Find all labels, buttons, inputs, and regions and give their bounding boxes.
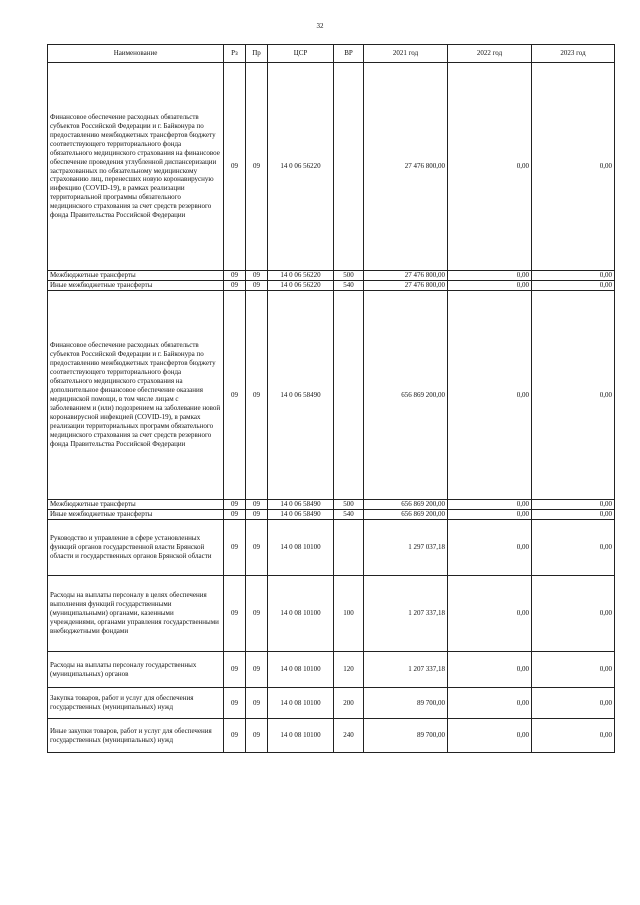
table-header-row <box>48 45 615 63</box>
row-rz: 09 <box>224 291 246 500</box>
row-2021: 656 869 200,00 <box>364 500 448 510</box>
row-vr: 500 <box>334 500 364 510</box>
header-vr: ВР <box>334 45 364 63</box>
row-rz: 09 <box>224 688 246 719</box>
row-2023: 0,00 <box>532 688 615 719</box>
table-row <box>48 510 615 520</box>
header-csr: ЦСР <box>268 45 334 63</box>
row-name: Финансовое обеспечение расходных обязательств субъектов Российской Федерации и г. Байконура по предоставлению межбюджетных трансфертов бюджету соответствующего территориального фонда обязательного медицинского страхования на финансовое обеспечение проведения углубленной диспансеризации застрахованных по обязательному медицинскому страхованию лиц, перенесших новую коронавирусную инфекцию (COVID-19), в рамках реализации территориальной программы обязательного медицинского страхования за счет средств резервного фонда Правительства Российской Федерации <box>48 63 224 271</box>
row-2021: 89 700,00 <box>364 719 448 753</box>
row-vr: 240 <box>334 719 364 753</box>
row-pr: 09 <box>246 576 268 652</box>
row-csr: 14 0 06 58490 <box>268 510 334 520</box>
row-name: Руководство и управление в сфере установленных функций органов государственной власти Брянской области и государственных органов Брянской области <box>48 520 224 576</box>
row-2021: 656 869 200,00 <box>364 291 448 500</box>
row-2023: 0,00 <box>532 500 615 510</box>
row-vr <box>334 291 364 500</box>
table-row <box>48 281 615 291</box>
row-vr: 200 <box>334 688 364 719</box>
table-row <box>48 576 615 652</box>
table-row <box>48 688 615 719</box>
table-row <box>48 719 615 753</box>
row-pr: 09 <box>246 652 268 688</box>
row-pr: 09 <box>246 291 268 500</box>
row-name: Финансовое обеспечение расходных обязательств субъектов Российской Федерации и г. Байконура по предоставлению межбюджетных трансфертов бюджету соответствующего территориального фонда обязательного медицинского страхования на дополнительное финансовое обеспечение оказания медицинской помощи, в том числе лицам с заболеванием и (или) подозрением на заболевание новой коронавирусной инфекцией (COVID-19), в рамках реализации территориальных программ обязательного медицинского страхования за счет средств резервного фонда Правительства Российской Федерации <box>48 291 224 500</box>
row-rz: 09 <box>224 719 246 753</box>
row-name: Межбюджетные трансферты <box>48 500 224 510</box>
row-2022: 0,00 <box>448 63 532 271</box>
row-rz: 09 <box>224 652 246 688</box>
row-vr: 540 <box>334 281 364 291</box>
header-rz: Рз <box>224 45 246 63</box>
table-row <box>48 63 615 271</box>
row-2021: 27 476 800,00 <box>364 63 448 271</box>
row-pr: 09 <box>246 500 268 510</box>
header-2022: 2022 год <box>448 45 532 63</box>
row-csr: 14 0 06 56220 <box>268 281 334 291</box>
table-row <box>48 291 615 500</box>
row-rz: 09 <box>224 500 246 510</box>
row-rz: 09 <box>224 520 246 576</box>
budget-table <box>47 44 615 753</box>
row-csr: 14 0 08 10100 <box>268 576 334 652</box>
row-name: Расходы на выплаты персоналу в целях обеспечения выполнения функций государственными (муниципальными) органами, казенными учреждениями, органами управления государственными внебюджетными фондами <box>48 576 224 652</box>
row-2022: 0,00 <box>448 281 532 291</box>
row-2021: 89 700,00 <box>364 688 448 719</box>
row-name: Иные межбюджетные трансферты <box>48 510 224 520</box>
row-csr: 14 0 08 10100 <box>268 520 334 576</box>
row-2023: 0,00 <box>532 271 615 281</box>
row-pr: 09 <box>246 719 268 753</box>
row-2023: 0,00 <box>532 576 615 652</box>
row-pr: 09 <box>246 520 268 576</box>
row-pr: 09 <box>246 510 268 520</box>
row-2022: 0,00 <box>448 576 532 652</box>
row-2021: 1 207 337,18 <box>364 652 448 688</box>
header-2021: 2021 год <box>364 45 448 63</box>
row-csr: 14 0 06 56220 <box>268 63 334 271</box>
row-csr: 14 0 08 10100 <box>268 652 334 688</box>
row-2022: 0,00 <box>448 271 532 281</box>
row-csr: 14 0 06 58490 <box>268 500 334 510</box>
row-name: Закупка товаров, работ и услуг для обеспечения государственных (муниципальных) нужд <box>48 688 224 719</box>
row-2021: 1 297 037,18 <box>364 520 448 576</box>
row-name: Иные закупки товаров, работ и услуг для обеспечения государственных (муниципальных) нужд <box>48 719 224 753</box>
row-2021: 1 207 337,18 <box>364 576 448 652</box>
row-pr: 09 <box>246 688 268 719</box>
row-2023: 0,00 <box>532 719 615 753</box>
row-vr <box>334 63 364 271</box>
row-pr: 09 <box>246 281 268 291</box>
header-2023: 2023 год <box>532 45 615 63</box>
row-name: Расходы на выплаты персоналу государственных (муниципальных) органов <box>48 652 224 688</box>
row-2022: 0,00 <box>448 719 532 753</box>
row-2022: 0,00 <box>448 510 532 520</box>
row-2023: 0,00 <box>532 291 615 500</box>
row-pr: 09 <box>246 271 268 281</box>
row-2023: 0,00 <box>532 652 615 688</box>
row-vr: 120 <box>334 652 364 688</box>
row-2022: 0,00 <box>448 500 532 510</box>
row-pr: 09 <box>246 63 268 271</box>
row-name: Межбюджетные трансферты <box>48 271 224 281</box>
row-csr: 14 0 06 56220 <box>268 271 334 281</box>
row-2022: 0,00 <box>448 520 532 576</box>
row-2023: 0,00 <box>532 63 615 271</box>
row-2022: 0,00 <box>448 652 532 688</box>
row-2021: 27 476 800,00 <box>364 281 448 291</box>
row-2023: 0,00 <box>532 510 615 520</box>
table-row <box>48 271 615 281</box>
row-vr <box>334 520 364 576</box>
row-vr: 500 <box>334 271 364 281</box>
header-pr: Пр <box>246 45 268 63</box>
row-csr: 14 0 06 58490 <box>268 291 334 500</box>
table-row <box>48 500 615 510</box>
row-rz: 09 <box>224 510 246 520</box>
row-2021: 656 869 200,00 <box>364 510 448 520</box>
row-2023: 0,00 <box>532 520 615 576</box>
row-rz: 09 <box>224 271 246 281</box>
row-vr: 540 <box>334 510 364 520</box>
table-row <box>48 652 615 688</box>
row-vr: 100 <box>334 576 364 652</box>
row-name: Иные межбюджетные трансферты <box>48 281 224 291</box>
table-row <box>48 520 615 576</box>
row-2023: 0,00 <box>532 281 615 291</box>
row-2021: 27 476 800,00 <box>364 271 448 281</box>
row-2022: 0,00 <box>448 688 532 719</box>
page-number: 32 <box>316 22 324 30</box>
row-rz: 09 <box>224 63 246 271</box>
row-csr: 14 0 08 10100 <box>268 688 334 719</box>
row-2022: 0,00 <box>448 291 532 500</box>
row-csr: 14 0 08 10100 <box>268 719 334 753</box>
row-rz: 09 <box>224 576 246 652</box>
row-rz: 09 <box>224 281 246 291</box>
header-name: Наименование <box>48 45 224 63</box>
